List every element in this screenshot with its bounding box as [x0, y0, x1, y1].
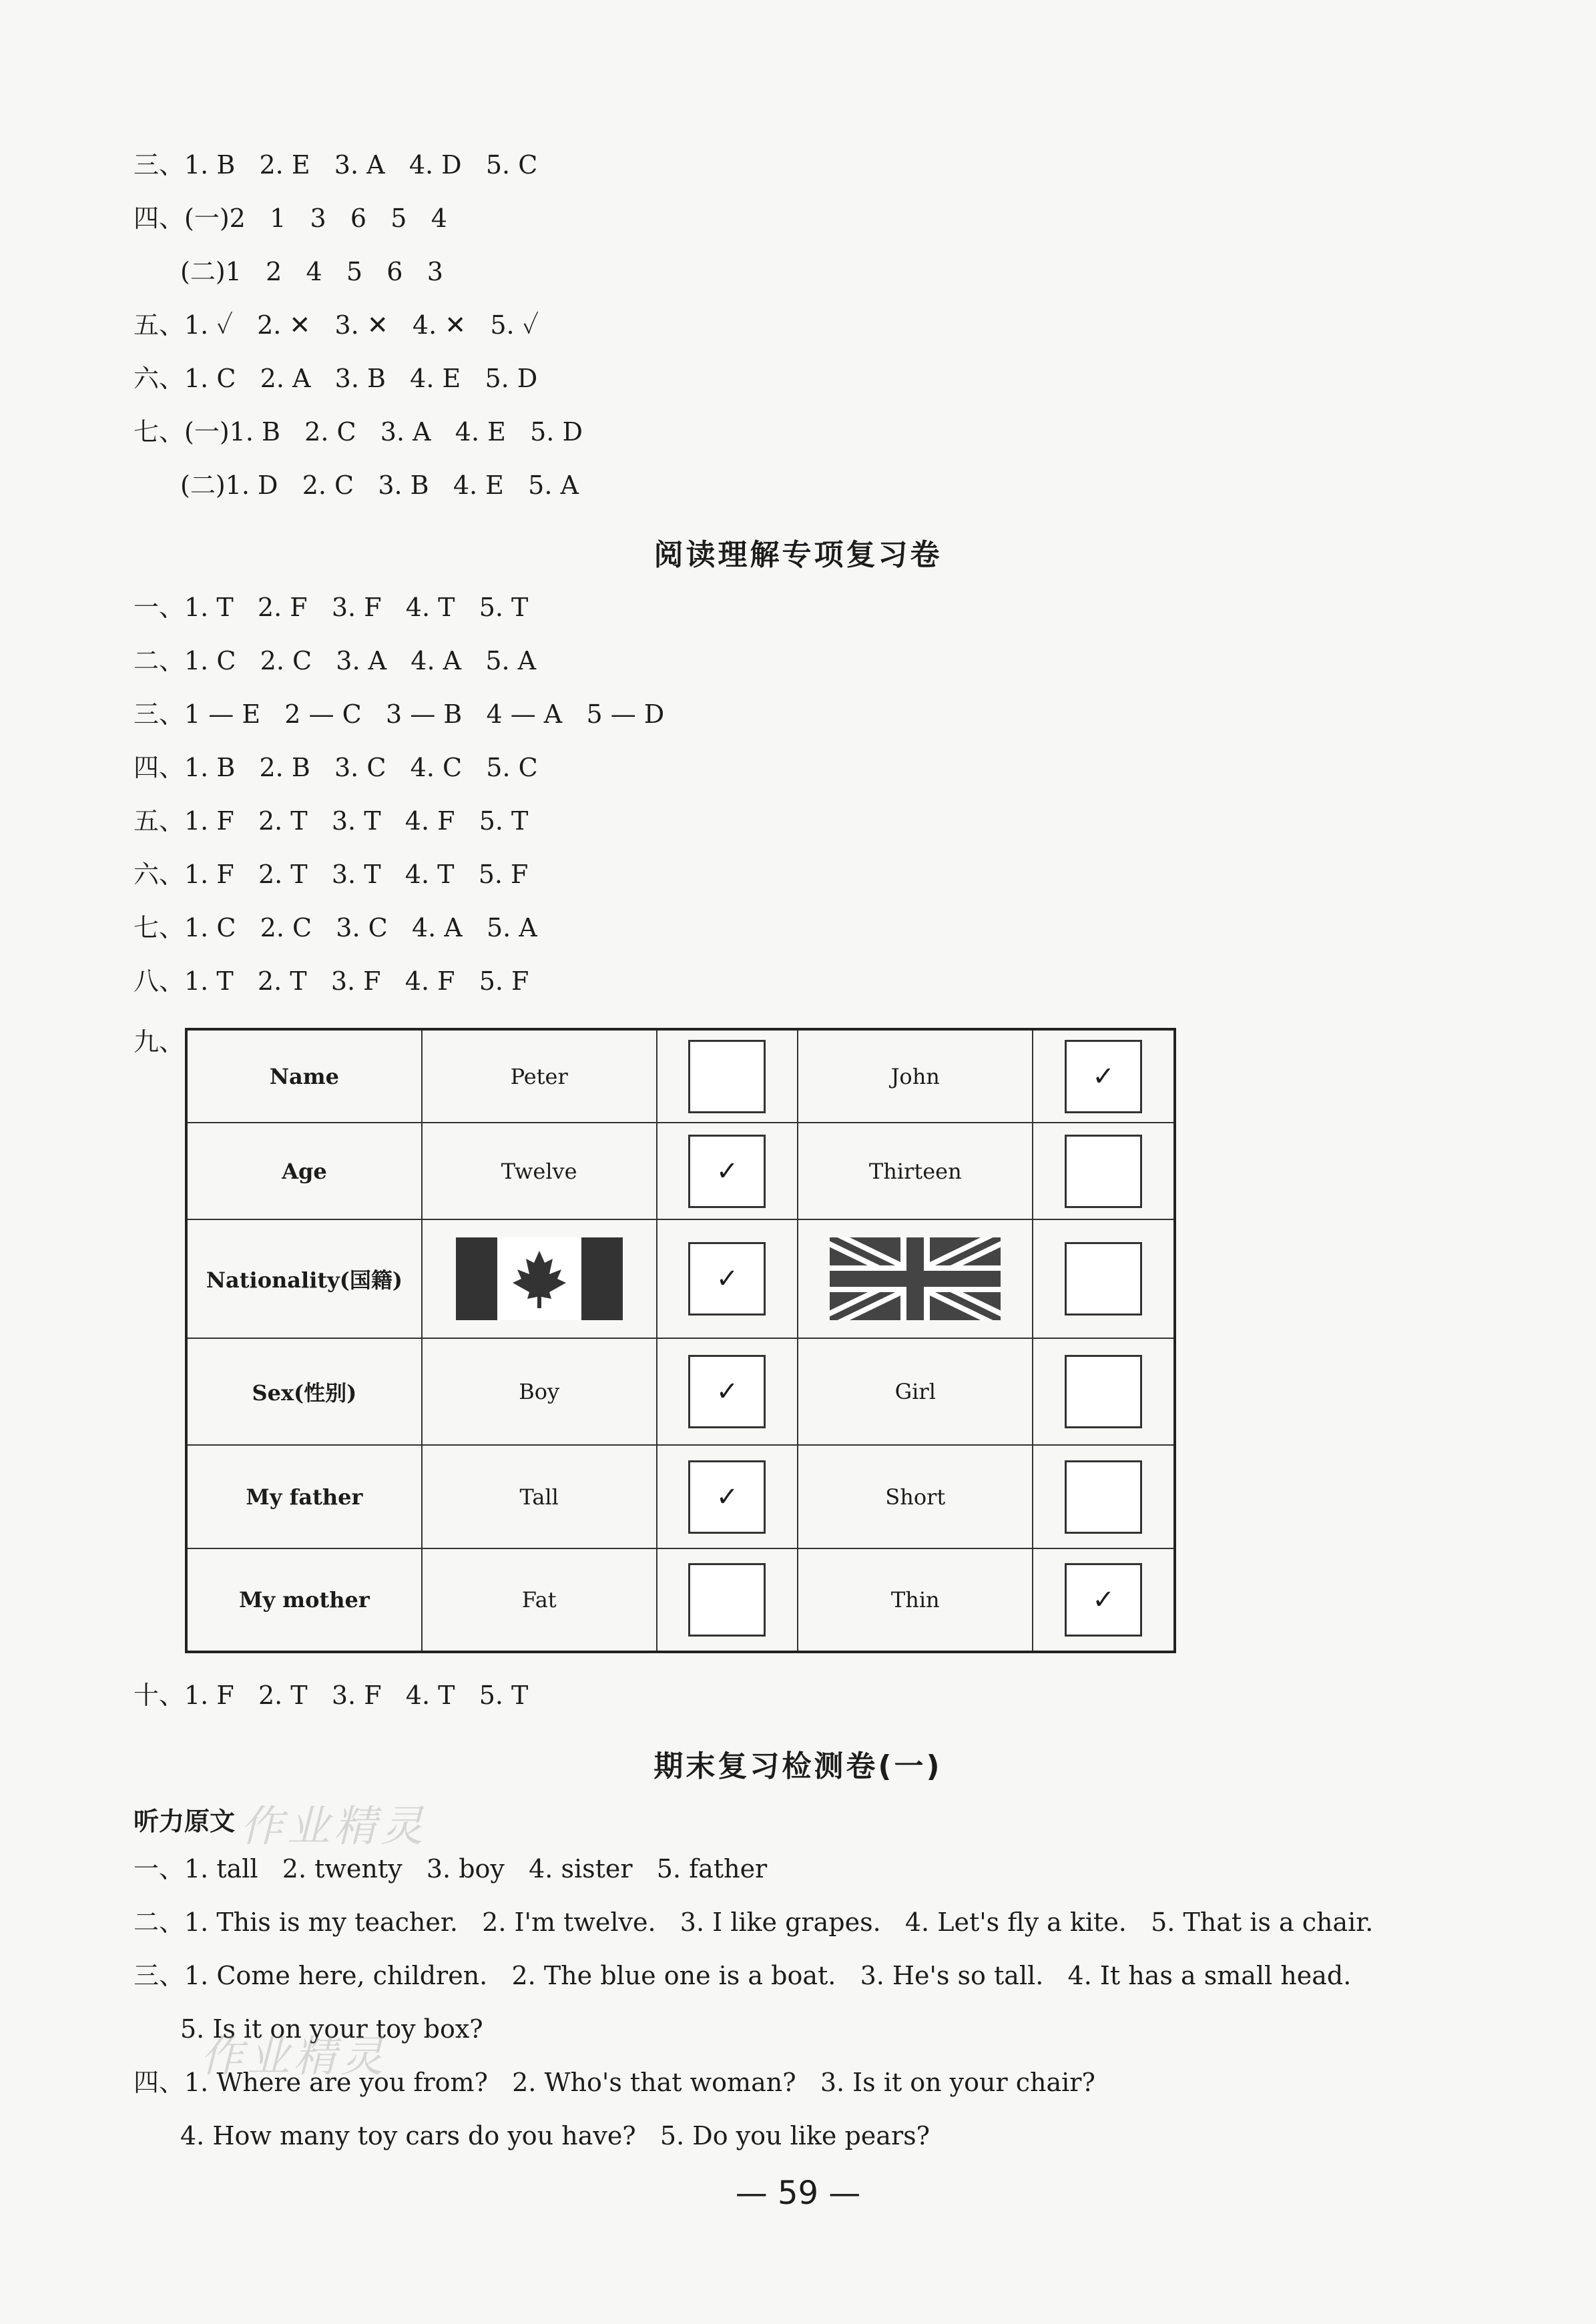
table-row	[186, 1123, 1175, 1219]
answer-line: 五、1. F 2. T 3. T 4. F 5. T	[134, 806, 529, 836]
answer-table	[185, 1028, 1176, 1653]
section-heading: 阅读理解专项复习卷	[653, 538, 943, 572]
answer-line: 4. How many toy cars do you have? 5. Do you like pears?	[180, 2121, 930, 2150]
row-label: Nationality(国籍)	[186, 1219, 422, 1338]
option-a: Twelve	[422, 1123, 657, 1219]
option-b: Girl	[798, 1338, 1033, 1445]
checkbox: ✓	[1065, 1563, 1142, 1637]
checkbox: ✓	[1065, 1040, 1142, 1113]
answer-line: 五、1. ✓ 2. ✕ 3. ✕ 4. ✕ 5. ✓	[134, 310, 539, 340]
row-label: Age	[186, 1123, 422, 1219]
checkbox	[688, 1040, 766, 1113]
table-row	[186, 1219, 1175, 1338]
table-label: 九、	[134, 1027, 185, 1057]
answer-line: 七、(一)1. B 2. C 3. A 4. E 5. D	[134, 417, 583, 447]
watermark: 作业精灵	[200, 2032, 387, 2082]
option-a	[422, 1219, 657, 1338]
listening-title: 听力原文	[134, 1807, 236, 1836]
answer-line: 三、1. Come here, children. 2. The blue one is a boat. 3. He's so tall. 4. It has a small head.	[134, 1961, 1352, 1990]
row-label: Name	[186, 1029, 422, 1123]
checkbox	[688, 1563, 766, 1637]
answer-line: 七、1. C 2. C 3. C 4. A 5. A	[134, 913, 537, 942]
answer-line: (二)1. D 2. C 3. B 4. E 5. A	[180, 471, 579, 500]
answer-line: 一、1. tall 2. twenty 3. boy 4. sister 5. father	[134, 1854, 768, 1883]
table-row	[186, 1338, 1175, 1445]
table-row	[186, 1029, 1175, 1123]
answer-line: 二、1. This is my teacher. 2. I'm twelve. 3. I like grapes. 4. Let's fly a kite. 5. That is a chair.	[134, 1908, 1374, 1937]
answer-line: 二、1. C 2. C 3. A 4. A 5. A	[134, 646, 537, 675]
answer-line: 一、1. T 2. F 3. F 4. T 5. T	[134, 593, 529, 622]
option-a: Peter	[422, 1029, 657, 1123]
uk-flag-icon	[830, 1237, 1001, 1320]
canada-flag-icon	[456, 1237, 623, 1320]
checkbox: ✓	[688, 1460, 766, 1534]
checkbox: ✓	[688, 1242, 766, 1316]
answer-line: 六、1. C 2. A 3. B 4. E 5. D	[134, 364, 538, 393]
page-number: — 59 —	[735, 2174, 861, 2212]
option-b: Thirteen	[798, 1123, 1033, 1219]
option-b: Thin	[798, 1548, 1033, 1652]
checkbox	[1065, 1355, 1142, 1428]
answer-line: (二)1 2 4 5 6 3	[180, 257, 443, 286]
option-b	[798, 1219, 1033, 1338]
answer-line: 四、1. B 2. B 3. C 4. C 5. C	[134, 753, 538, 782]
answer-line: 八、1. T 2. T 3. F 4. F 5. F	[134, 966, 529, 996]
answer-line: 5. Is it on your toy box?	[180, 2014, 483, 2044]
option-a: Tall	[422, 1445, 657, 1548]
section-heading: 期末复习检测卷(一)	[653, 1749, 943, 1783]
table-row	[186, 1548, 1175, 1652]
row-label: Sex(性别)	[186, 1338, 422, 1445]
answer-line: 三、1. B 2. E 3. A 4. D 5. C	[134, 150, 538, 180]
row-label: My father	[186, 1445, 422, 1548]
option-a: Fat	[422, 1548, 657, 1652]
checkbox: ✓	[688, 1355, 766, 1428]
answer-line: 四、(一)2 1 3 6 5 4	[134, 204, 447, 233]
checkbox	[1065, 1135, 1142, 1208]
option-a: Boy	[422, 1338, 657, 1445]
checkbox: ✓	[688, 1135, 766, 1208]
watermark: 作业精灵	[240, 1802, 427, 1851]
row-label: My mother	[186, 1548, 422, 1652]
checkbox	[1065, 1242, 1142, 1316]
answer-line: 三、1 — E 2 — C 3 — B 4 — A 5 — D	[134, 699, 665, 729]
answer-line: 十、1. F 2. T 3. F 4. T 5. T	[134, 1681, 529, 1710]
option-b: Short	[798, 1445, 1033, 1548]
answer-line: 六、1. F 2. T 3. T 4. T 5. F	[134, 860, 529, 889]
answer-line: 四、1. Where are you from? 2. Who's that woman? 3. Is it on your chair?	[134, 2068, 1095, 2097]
option-b: John	[798, 1029, 1033, 1123]
table-row	[186, 1445, 1175, 1548]
checkbox	[1065, 1460, 1142, 1534]
